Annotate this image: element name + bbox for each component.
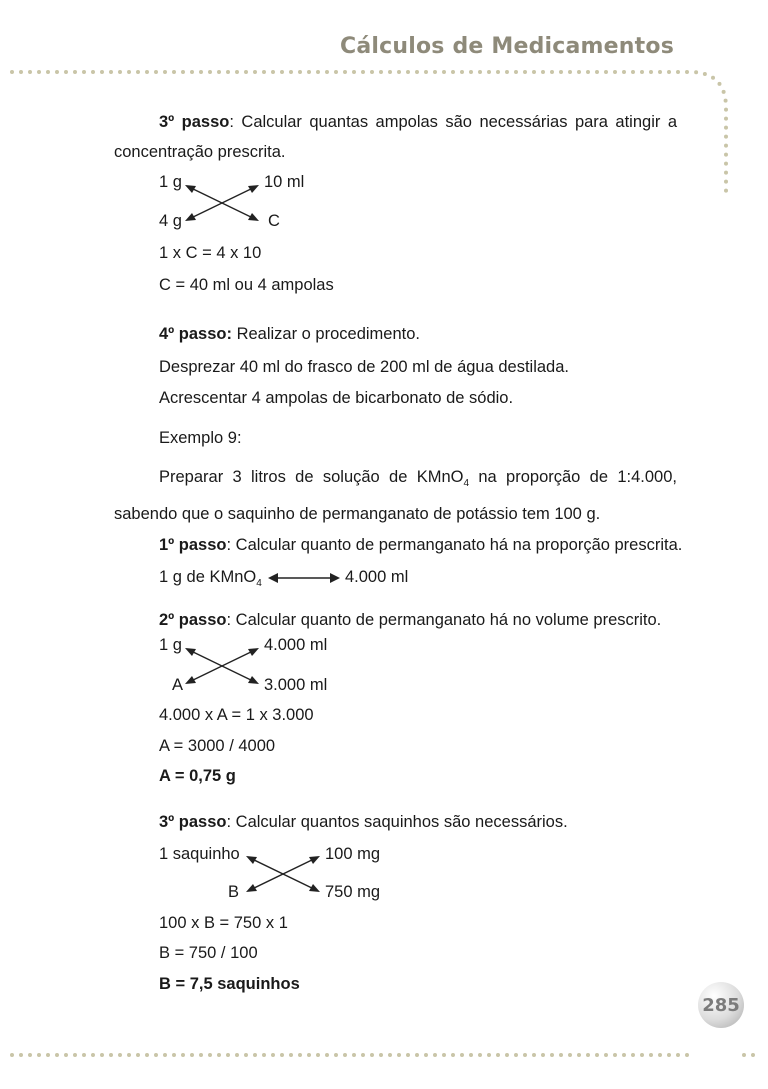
step4-text: Realizar o procedimento. [231,325,420,343]
step3b-cross-bottom-right: 750 mg [325,883,381,901]
step3a-cross-top-left: 1 g [159,173,182,191]
step3b-equation-2: B = 750 / 100 [159,944,258,962]
example-text-subscript: 4 [463,478,470,489]
step1-double-arrow [268,571,340,585]
step3b-cross-top-left: 1 saquinho [159,845,240,863]
page-number-badge: 285 [698,982,744,1028]
step3b-cross-top-right: 100 mg [325,845,381,863]
step1-heading [159,536,682,555]
step1-label: 1º passo [159,536,227,554]
step2-cross-arrows [185,646,265,686]
step2-label: 2º passo [159,611,227,629]
step2-equation-2: A = 3000 / 4000 [159,737,276,755]
step2-equation-1: 4.000 x A = 1 x 3.000 [159,706,314,724]
bottom-dotted-border [0,1040,768,1070]
step3b-cross-arrows [246,854,326,894]
example-text-pre: Preparar 3 litros de solução de KMnO [159,468,464,486]
step3a-cross-top-right: 10 ml [264,173,305,191]
step1-ratio-left-subscript: 4 [256,578,262,589]
step3b-heading [159,813,568,832]
step3b-cross-bottom-left: B [228,883,240,901]
step1-text: : Calcular quanto de permanganato há na proporção prescrita. [226,536,683,554]
step3b-text: : Calcular quantos saquinhos são necessários. [226,813,568,831]
step1-ratio-left-text: 1 g de KMnO [159,568,257,586]
example-text-post: na proporção de 1:4.000, sabendo que o saquinho de permanganato de potássio tem 100 g. [114,468,677,523]
step3a-paragraph [114,107,677,167]
step2-cross-top-right: 4.000 ml [264,636,328,654]
step2-cross-top-left: 1 g [159,636,182,654]
step2-cross-bottom-right: 3.000 ml [264,676,328,694]
step3a-text: : Calcular quantas ampolas são necessárias para atingir a concentração prescrita. [114,113,677,161]
step3a-equation-1: 1 x C = 4 x 10 [159,244,262,262]
step4-heading [159,325,420,344]
example-title: Exemplo 9: [159,429,242,447]
top-dotted-border [0,0,768,200]
running-header-title: Cálculos de Medicamentos [340,34,674,59]
step3a-cross-bottom-right: C [268,212,280,230]
step3a-label: 3º passo [159,113,230,131]
step4-line-2: Acrescentar 4 ampolas de bicarbonato de sódio. [159,389,514,407]
step4-line-1: Desprezar 40 ml do frasco de 200 ml de água destilada. [159,358,569,376]
step2-cross-bottom-left: A [172,676,184,694]
step3a-equation-2: C = 40 ml ou 4 ampolas [159,276,334,294]
step3b-result: B = 7,5 saquinhos [159,975,300,993]
step4-label: 4º passo: [159,325,232,343]
step3a-cross-arrows [185,183,265,223]
step3b-equation-1: 100 x B = 750 x 1 [159,914,288,932]
step3a-cross-bottom-left: 4 g [159,212,182,230]
step2-result: A = 0,75 g [159,767,236,785]
example-paragraph [114,462,677,529]
step2-heading [159,611,661,630]
step1-ratio-left [159,568,262,589]
step1-ratio-right: 4.000 ml [345,568,409,586]
step3b-label: 3º passo [159,813,227,831]
step2-text: : Calcular quanto de permanganato há no volume prescrito. [226,611,662,629]
